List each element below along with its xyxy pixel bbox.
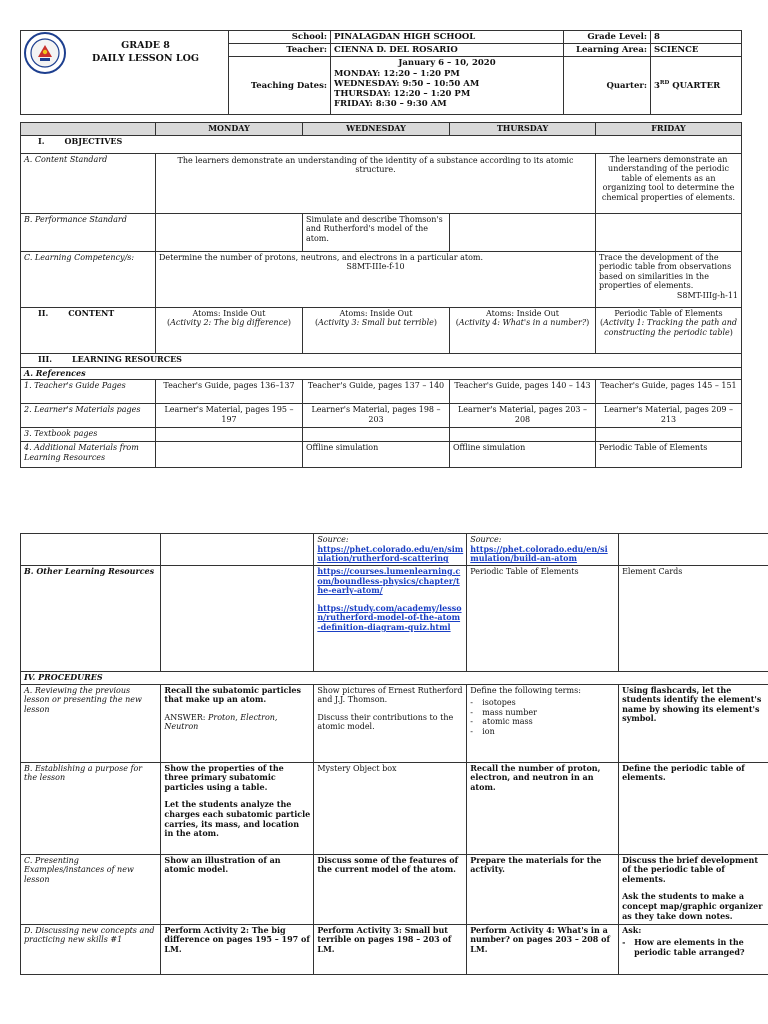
competency-friday-description: Trace the development of the periodic table from observations based on similarities in the properties of elements. bbox=[599, 252, 732, 291]
textbook-friday bbox=[596, 428, 742, 442]
quarter-value bbox=[651, 57, 742, 115]
learning-area-value: SCIENCE bbox=[651, 44, 742, 57]
day-header-friday: FRIDAY bbox=[596, 123, 742, 136]
source-label-cell bbox=[21, 534, 161, 566]
content-standard-label: A. Content Standard bbox=[21, 153, 156, 213]
content-standard-friday: The learners demonstrate an understanding of the periodic table of elements as an organizing tool to determine the chemical properties of elements. bbox=[596, 153, 742, 213]
learners-material-label: 2. Learner's Materials pages bbox=[21, 404, 156, 428]
textbook-label: 3. Textbook pages bbox=[21, 428, 156, 442]
competency-friday-code: S8MT-IIIg-h-11 bbox=[676, 290, 738, 300]
learners-material-monday: Learner's Material, pages 195 – 197 bbox=[156, 404, 303, 428]
resources-heading: LEARNING RESOURCES bbox=[72, 353, 182, 364]
procedure-b-wednesday: Mystery Object box bbox=[314, 762, 467, 854]
dates-wednesday: WEDNESDAY: 9:50 – 10:50 AM bbox=[334, 78, 480, 89]
performance-standard-label: B. Performance Standard bbox=[21, 213, 156, 251]
quarter-suffix: RD bbox=[659, 80, 670, 87]
performance-standard-thursday bbox=[450, 213, 596, 251]
quarter-word: QUARTER bbox=[669, 81, 721, 92]
teachers-guide-thursday: Teacher's Guide, pages 140 – 143 bbox=[450, 380, 596, 404]
procedure-a-label: A. Reviewing the previous lesson or presenting the new lesson bbox=[21, 684, 161, 762]
procedure-d-thursday: Perform Activity 4: What's in a number? on pages 203 – 208 of LM. bbox=[467, 924, 619, 974]
teachers-guide-monday: Teacher's Guide, pages 136–137 bbox=[156, 380, 303, 404]
dates-thursday: THURSDAY: 12:20 – 1:20 PM bbox=[334, 88, 471, 99]
teachers-guide-wednesday: Teacher's Guide, pages 137 – 140 bbox=[303, 380, 450, 404]
procedure-a-monday bbox=[161, 684, 314, 762]
procedure-a-wednesday-text-2: Discuss their contributions to the atomic model. bbox=[317, 712, 454, 732]
section-learning-resources bbox=[21, 353, 742, 367]
grade-level-value: 8 bbox=[651, 31, 742, 44]
performance-standard-wednesday: Simulate and describe Thomson's and Rutherford's model of the atom. bbox=[303, 213, 450, 251]
content-friday: Periodic Table of Elements (Activity 1: Tracking the path and constructing the periodic table) bbox=[596, 307, 742, 353]
procedure-d-wednesday: Perform Activity 3: Small but terrible on pages 198 – 203 of LM. bbox=[314, 924, 467, 974]
procedure-d-friday bbox=[619, 924, 768, 974]
additional-materials-thursday: Offline simulation bbox=[450, 442, 596, 468]
content-activity: Activity 3: Small but terrible bbox=[318, 318, 434, 328]
teachers-guide-friday: Teacher's Guide, pages 145 – 151 bbox=[596, 380, 742, 404]
procedure-a-monday-text: Recall the subatomic particles that make up an atom. bbox=[164, 684, 301, 705]
references-heading: A. References bbox=[21, 367, 742, 380]
learning-area-label: Learning Area: bbox=[564, 44, 651, 57]
content-activity: Activity 2: The big difference bbox=[170, 318, 288, 328]
learners-material-wednesday: Learner's Material, pages 198 – 203 bbox=[303, 404, 450, 428]
other-resources-label: B. Other Learning Resources bbox=[21, 566, 161, 672]
content-title: Atoms: Inside Out bbox=[192, 308, 266, 318]
quarter-label: Quarter: bbox=[564, 57, 651, 115]
procedure-a-friday: Using flashcards, let the students identify the element's name by showing its element's symbol. bbox=[619, 684, 768, 762]
content-num: II. bbox=[38, 307, 49, 318]
log-title: DAILY LESSON LOG bbox=[92, 53, 199, 64]
content-activity: Activity 4: What's in a number? bbox=[458, 318, 587, 328]
dates-label: Teaching Dates: bbox=[229, 57, 331, 115]
other-resources-monday bbox=[161, 566, 314, 672]
dates-monday: MONDAY: 12:20 – 1:20 PM bbox=[334, 68, 460, 79]
section-objectives bbox=[21, 135, 742, 153]
dates-range: January 6 – 10, 2020 bbox=[398, 58, 496, 69]
additional-materials-monday bbox=[156, 442, 303, 468]
content-activity: Activity 1: Tracking the path and constructing the periodic table bbox=[603, 318, 737, 337]
additional-materials-friday: Periodic Table of Elements bbox=[596, 442, 742, 468]
objectives-num: I. bbox=[38, 135, 45, 146]
list-item: - isotopes bbox=[470, 698, 615, 708]
competency-friday bbox=[596, 251, 742, 307]
section-content bbox=[21, 307, 156, 353]
procedure-c-wednesday: Discuss some of the features of the current model of the atom. bbox=[314, 854, 467, 924]
procedure-c-thursday: Prepare the materials for the activity. bbox=[467, 854, 619, 924]
source-label: Source: bbox=[317, 535, 349, 544]
header-table bbox=[20, 30, 742, 115]
question-list bbox=[622, 938, 767, 957]
procedure-b-monday-text-1: Show the properties of the three primary subatomic particles using a table. bbox=[164, 762, 284, 792]
source-thursday bbox=[467, 534, 619, 566]
quarter-number: 3 bbox=[654, 81, 660, 92]
content-title: Atoms: Inside Out bbox=[339, 308, 413, 318]
procedure-a-wednesday-text-1: Show pictures of Ernest Rutherford and J.J. Thomson. bbox=[317, 685, 463, 705]
source-link-rutherford-scattering[interactable]: https://phet.colorado.edu/en/simulation/rutherford-scattering bbox=[317, 543, 464, 564]
content-title: Periodic Table of Elements bbox=[614, 308, 723, 318]
source-label: Source: bbox=[470, 535, 502, 544]
procedure-a-wednesday bbox=[314, 684, 467, 762]
header-title-cell bbox=[21, 31, 229, 115]
answer-label: ANSWER: bbox=[164, 712, 206, 722]
corner-cell bbox=[21, 123, 156, 136]
competency-code: S8MT-IIIe-f-10 bbox=[346, 262, 405, 272]
procedure-c-monday: Show an illustration of an atomic model. bbox=[161, 854, 314, 924]
other-resources-thursday: Periodic Table of Elements bbox=[467, 566, 619, 672]
list-item: - How are elements in the periodic table arranged? bbox=[622, 938, 767, 957]
grade-level-label: Grade Level: bbox=[564, 31, 651, 44]
grade-title: GRADE 8 bbox=[121, 40, 170, 52]
list-item: - ion bbox=[470, 727, 615, 737]
performance-standard-friday bbox=[596, 213, 742, 251]
learners-material-thursday: Learner's Material, pages 203 – 208 bbox=[450, 404, 596, 428]
objectives-heading: OBJECTIVES bbox=[64, 135, 123, 146]
terms-list bbox=[470, 698, 615, 736]
teacher-value: CIENNA D. DEL ROSARIO bbox=[331, 44, 564, 57]
school-label: School: bbox=[229, 31, 331, 44]
answer-text: Proton, Electron, Neutron bbox=[164, 712, 278, 732]
textbook-monday bbox=[156, 428, 303, 442]
competency-text bbox=[156, 251, 596, 307]
source-friday bbox=[619, 534, 768, 566]
content-wednesday: Atoms: Inside Out (Activity 3: Small but terrible) bbox=[303, 307, 450, 353]
link-lumenlearning[interactable]: https://courses.lumenlearning.com/boundless-physics/chapter/the-early-atom/ bbox=[317, 566, 461, 596]
link-study-com[interactable]: https://study.com/academy/lesson/rutherford-model-of-the-atom-definition-diagram-quiz.html bbox=[317, 602, 462, 632]
lesson-table-page-2 bbox=[20, 533, 768, 975]
procedure-b-thursday: Recall the number of proton, electron, and neutron in an atom. bbox=[467, 762, 619, 854]
procedure-c-label: C. Presenting Examples/instances of new lesson bbox=[21, 854, 161, 924]
competency-label: C. Learning Competency/s: bbox=[21, 251, 156, 307]
procedure-a-monday-answer bbox=[164, 713, 310, 732]
textbook-wednesday bbox=[303, 428, 450, 442]
dates-friday: FRIDAY: 8:30 – 9:30 AM bbox=[334, 99, 447, 110]
textbook-thursday bbox=[450, 428, 596, 442]
procedure-d-label: D. Discussing new concepts and practicing new skills #1 bbox=[21, 924, 161, 974]
competency-description: Determine the number of protons, neutrons, and electrons in a particular atom. bbox=[159, 252, 484, 262]
day-header-wednesday: WEDNESDAY bbox=[303, 123, 450, 136]
procedure-b-label: B. Establishing a purpose for the lesson bbox=[21, 762, 161, 854]
procedure-d-monday: Perform Activity 2: The big difference on pages 195 – 197 of LM. bbox=[161, 924, 314, 974]
performance-standard-monday bbox=[156, 213, 303, 251]
dates-value bbox=[331, 57, 564, 115]
procedure-c-friday-text-2: Ask the students to make a concept map/graphic organizer as they take down notes. bbox=[622, 891, 763, 921]
procedure-b-monday bbox=[161, 762, 314, 854]
content-thursday: Atoms: Inside Out (Activity 4: What's in a number?) bbox=[450, 307, 596, 353]
school-value: PINALAGDAN HIGH SCHOOL bbox=[331, 31, 564, 44]
section-procedures: IV. PROCEDURES bbox=[21, 672, 768, 685]
list-item: - mass number bbox=[470, 708, 615, 718]
teachers-guide-label: 1. Teacher's Guide Pages bbox=[21, 380, 156, 404]
additional-materials-wednesday: Offline simulation bbox=[303, 442, 450, 468]
list-item: - atomic mass bbox=[470, 717, 615, 727]
procedure-a-thursday-text: Define the following terms: bbox=[470, 685, 581, 695]
content-monday: Atoms: Inside Out (Activity 2: The big difference) bbox=[156, 307, 303, 353]
procedure-c-friday bbox=[619, 854, 768, 924]
source-monday bbox=[161, 534, 314, 566]
procedure-a-thursday bbox=[467, 684, 619, 762]
content-standard-text: The learners demonstrate an understanding of the identity of a substance according to its atomic structure. bbox=[156, 153, 596, 213]
content-title: Atoms: Inside Out bbox=[486, 308, 559, 318]
learners-material-friday: Learner's Material, pages 209 – 213 bbox=[596, 404, 742, 428]
day-header-thursday: THURSDAY bbox=[450, 123, 596, 136]
lesson-table-page-1 bbox=[20, 122, 742, 468]
resources-num: III. bbox=[38, 353, 53, 364]
deped-seal-icon bbox=[24, 32, 66, 74]
other-resources-friday: Element Cards bbox=[619, 566, 768, 672]
other-resources-wednesday bbox=[314, 566, 467, 672]
teacher-label: Teacher: bbox=[229, 44, 331, 57]
additional-materials-label: 4. Additional Materials from Learning Resources bbox=[21, 442, 156, 468]
procedure-b-monday-text-2: Let the students analyze the charges each subatomic particle carries, its mass, and location in the atom. bbox=[164, 799, 311, 839]
procedure-d-friday-ask: Ask: bbox=[622, 924, 642, 935]
content-heading: CONTENT bbox=[68, 307, 115, 318]
procedure-c-friday-text-1: Discuss the brief development of the periodic table of elements. bbox=[622, 854, 759, 884]
source-link-build-an-atom[interactable]: https://phet.colorado.edu/en/simulation/build-an-atom bbox=[470, 543, 608, 564]
day-header-monday: MONDAY bbox=[156, 123, 303, 136]
source-wednesday bbox=[314, 534, 467, 566]
procedure-b-friday: Define the periodic table of elements. bbox=[619, 762, 768, 854]
